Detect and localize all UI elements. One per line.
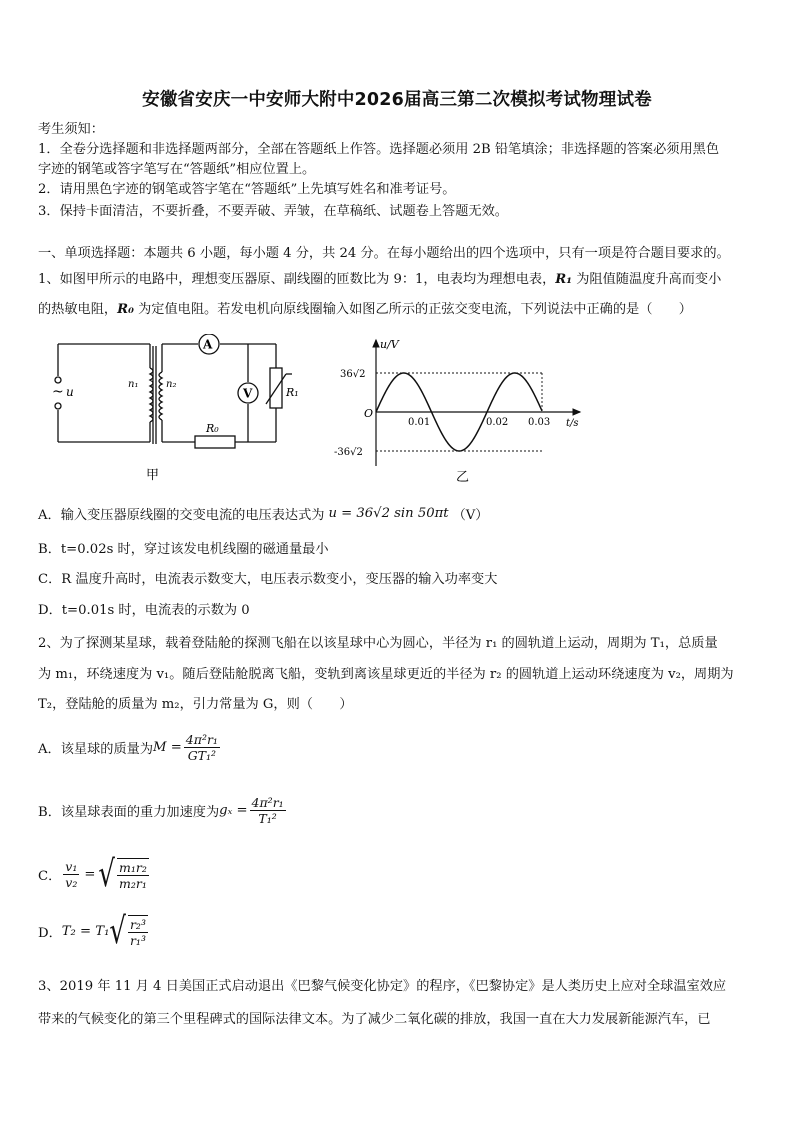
primary-turns-label: n₁ xyxy=(128,379,139,390)
y-tick-negative: -36√2 xyxy=(334,447,363,458)
x-axis-label: t/s xyxy=(566,418,579,429)
section-1-heading: 一、单项选择题：本题共 6 小题，每小题 4 分，共 24 分。在每小题给出的四个选项中，只有一项是符合题目要求的。 xyxy=(38,246,730,261)
fixed-resistor-label: R₀ xyxy=(206,422,219,435)
radical-sign: √ xyxy=(109,910,126,953)
y-axis-label: u/V xyxy=(380,338,399,351)
option-a-fraction: $\frac{\text{4π²r₁}}{\text{GT₁²}}$ xyxy=(185,732,218,763)
notice-item-2: 2．请用黑色字迹的钢笔或答字笔在“答题纸”上先填写姓名和准考证号。 xyxy=(38,182,456,197)
option-d-lhs: T₂ = T₁ xyxy=(61,924,110,939)
question-3-stem-line-1: 3、2019 年 11 月 4 日美国正式启动退出《巴黎气候变化协定》的程序，《巴黎协定》是人类历史上应对全球温室效应 xyxy=(38,979,727,994)
voltmeter-label: V xyxy=(243,386,253,401)
option-d-fraction: $\frac{\text{r₂³}}{\text{r₁³}}$ xyxy=(129,917,146,948)
x-tick-1: 0.01 xyxy=(408,417,431,428)
option-a-lhs: M = xyxy=(153,740,182,755)
option-a-text: A．该星球的质量为 xyxy=(38,742,154,757)
figure-jia-caption: 甲 xyxy=(146,468,160,483)
option-c-left-fraction: $\frac{\text{v₁}}{\text{v₂}}$ xyxy=(65,859,78,890)
option-a-formula: u = 36√2 sin 50πt xyxy=(328,506,449,521)
option-b-lhs: gₓ = xyxy=(219,803,248,818)
notice-heading: 考生须知： xyxy=(38,122,104,137)
page-title: 安徽省安庆一中安师大附中2026届高三第二次模拟考试物理试卷 xyxy=(142,90,652,110)
question-2-option-c[interactable]: C． $\frac{\text{v₁}}{\text{v₂}}$ = √ $\frac{\text{m₁r₂}}{\text{m₂r₁}}$ xyxy=(38,853,147,896)
question-2-stem-line-3: T₂，登陆舱的质量为 m₂，引力常量为 G，则（ ） xyxy=(38,697,353,712)
notice-item-1-line-1: 1．全卷分选择题和非选择题两部分，全部在答题纸上作答。选择题必须用 2B 铅笔填涂；非选择题的答案必须用黑色 xyxy=(38,142,720,157)
question-1-option-b[interactable]: B．t=0.02s 时，穿过该发电机线圈的磁通量最小 xyxy=(38,542,329,557)
option-b-text: B．该星球表面的重力加速度为 xyxy=(38,805,220,820)
question-2-option-a[interactable] xyxy=(38,732,222,763)
circuit-diagram xyxy=(40,334,340,484)
question-2-stem-line-2: 为 m₁，环绕速度为 v₁。随后登陆舱脱离飞船，变轨到离该星球更近的半径为 r₂ 的圆轨道上运动环绕速度为 v₂，周期为 xyxy=(38,667,734,682)
figure-yi-caption: 乙 xyxy=(456,470,470,485)
option-a-text: A．输入变压器原线圈的交变电流的电压表达式为 xyxy=(38,508,325,523)
question-1-option-a[interactable] xyxy=(38,504,489,523)
option-a-unit: （V） xyxy=(452,508,489,523)
question-1-stem-line-1: 1、如图甲所示的电路中，理想变压器原、副线圈的匝数比为 9：1，电表均为理想电表，R₁ 为阻值随温度升高而变小 xyxy=(38,272,722,287)
ac-source-symbol: ~ xyxy=(52,384,64,400)
question-1-stem-line-2: 的热敏电阻，R₀ 为定值电阻。若发电机向原线圈输入如图乙所示的正弦交变电流，下列说法中正确的是（ ） xyxy=(38,302,692,317)
thermistor-label: R₁ xyxy=(286,386,299,399)
y-tick-positive: 36√2 xyxy=(340,369,366,380)
notice-item-3: 3．保持卡面清洁，不要折叠，不要弄破、弄皱，在草稿纸、试题卷上答题无效。 xyxy=(38,204,508,219)
option-d-label: D． xyxy=(38,926,62,941)
option-c-right-fraction: $\frac{\text{m₁r₂}}{\text{m₂r₁}}$ xyxy=(119,860,147,891)
radical-sign: √ xyxy=(98,853,115,896)
source-voltage-label: u xyxy=(66,385,74,399)
notice-item-1-line-2: 字迹的钢笔或答字笔写在“答题纸”相应位置上。 xyxy=(38,162,316,177)
question-2-option-d[interactable] xyxy=(38,910,150,953)
origin-label: O xyxy=(364,407,374,420)
x-tick-2: 0.02 xyxy=(486,417,509,428)
secondary-turns-label: n₂ xyxy=(166,379,177,390)
option-c-label: C． xyxy=(38,869,62,884)
question-2-stem-line-1: 2、为了探测某星球，载着登陆舱的探测飞船在以该星球中心为圆心，半径为 r₁ 的圆轨道上运动，周期为 T₁，总质量 xyxy=(38,636,718,651)
question-2-option-b[interactable] xyxy=(38,795,288,826)
ammeter-label: A xyxy=(203,337,213,352)
voltage-waveform-graph xyxy=(330,334,590,486)
option-b-fraction: $\frac{\text{4π²r₁}}{\text{T₁²}}$ xyxy=(251,795,284,826)
question-3-stem-line-2: 带来的气候变化的第三个里程碑式的国际法律文本。为了减少二氧化碳的排放，我国一直在大力发展新能源汽车，已 xyxy=(38,1012,711,1027)
x-tick-3: 0.03 xyxy=(528,417,551,428)
question-1-option-c[interactable]: C．R 温度升高时，电流表示数变大，电压表示数变小，变压器的输入功率变大 xyxy=(38,572,498,587)
question-1-option-d[interactable]: D．t=0.01s 时，电流表的示数为 0 xyxy=(38,603,250,618)
